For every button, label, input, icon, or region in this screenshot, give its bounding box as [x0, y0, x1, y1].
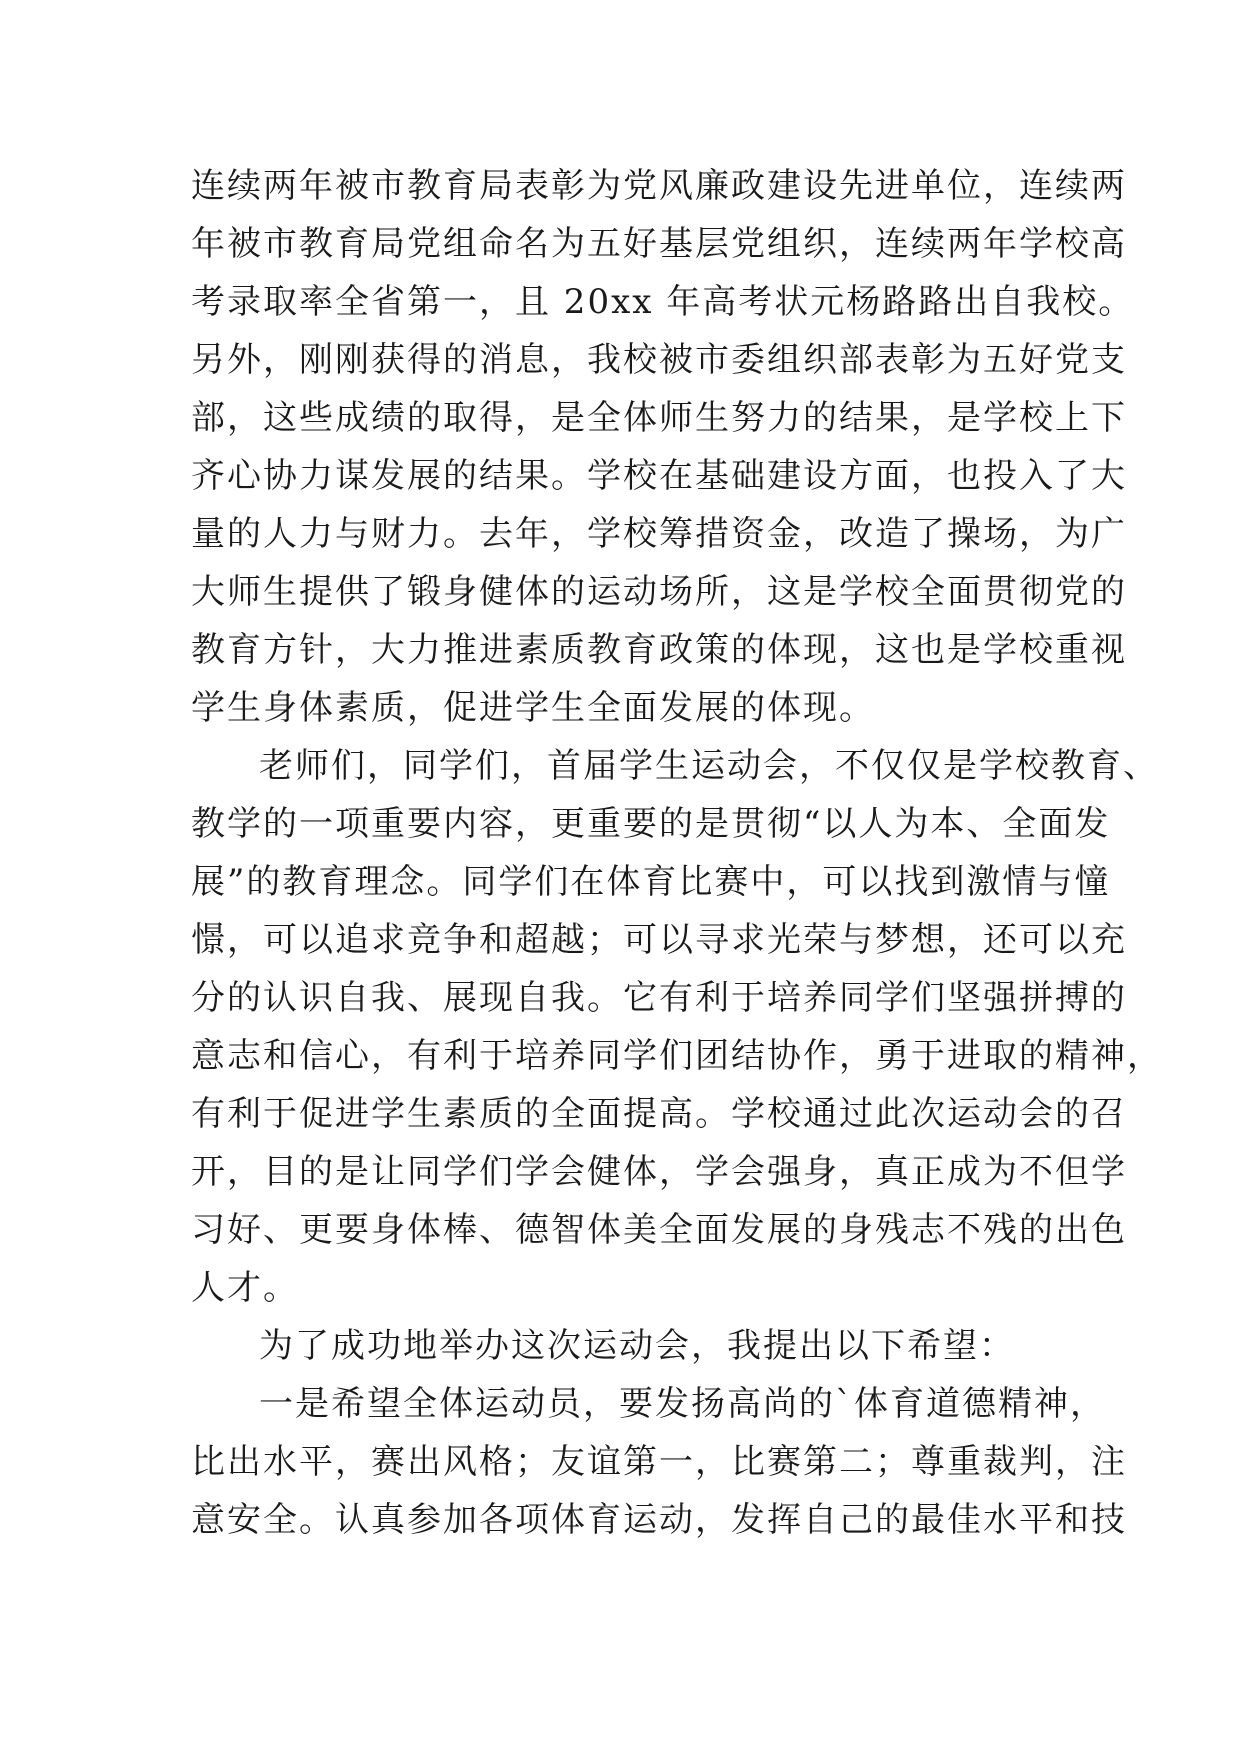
text-line: 有利于促进学生素质的全面提高。学校通过此次运动会的召 — [191, 1094, 1127, 1134]
text-line: 人才。 — [191, 1268, 299, 1308]
paragraph-start-line: 为了成功地举办这次运动会，我提出以下希望： — [259, 1326, 1015, 1366]
text-line: 意安全。认真参加各项体育运动，发挥自己的最佳水平和技 — [191, 1500, 1127, 1540]
text-line: 教育方针，大力推进素质教育政策的体现，这也是学校重视 — [191, 630, 1127, 670]
text-line: 教学的一项重要内容，更重要的是贯彻“以人为本、全面发 — [191, 804, 1111, 844]
text-line: 量的人力与财力。去年，学校筹措资金，改造了操场，为广 — [191, 514, 1127, 554]
text-line: 憬，可以追求竞争和超越；可以寻求光荣与梦想，还可以充 — [191, 920, 1127, 960]
text-line: 连续两年被市教育局表彰为党风廉政建设先进单位，连续两 — [191, 166, 1127, 206]
text-line: 比出水平，赛出风格；友谊第一，比赛第二；尊重裁判，注 — [191, 1442, 1127, 1482]
text-line: 另外，刚刚获得的消息，我校被市委组织部表彰为五好党支 — [191, 340, 1127, 380]
text-line: 部，这些成绩的取得，是全体师生努力的结果，是学校上下 — [191, 398, 1127, 438]
paragraph-start-line: 一是希望全体运动员，要发扬高尚的`体育道德精神， — [259, 1384, 1106, 1424]
text-line: 大师生提供了锻身健体的运动场所，这是学校全面贯彻党的 — [191, 572, 1127, 612]
text-line: 意志和信心，有利于培养同学们团结协作，勇于进取的精神， — [191, 1036, 1163, 1076]
text-line: 分的认识自我、展现自我。它有利于培养同学们坚强拼搏的 — [191, 978, 1127, 1018]
text-line: 年被市教育局党组命名为五好基层党组织，连续两年学校高 — [191, 224, 1127, 264]
document-body — [191, 157, 1163, 1549]
text-line: 考录取率全省第一，且 20xx 年高考状元杨路路出自我校。 — [191, 282, 1135, 322]
paragraph-start-line: 老师们，同学们，首届学生运动会，不仅仅是学校教育、 — [259, 746, 1159, 786]
text-line: 开，目的是让同学们学会健体，学会强身，真正成为不但学 — [191, 1152, 1127, 1192]
text-line: 齐心协力谋发展的结果。学校在基础建设方面，也投入了大 — [191, 456, 1127, 496]
text-line: 展”的教育理念。同学们在体育比赛中，可以找到激情与憧 — [191, 862, 1111, 902]
text-line: 习好、更要身体棒、德智体美全面发展的身残志不残的出色 — [191, 1210, 1127, 1250]
text-line: 学生身体素质，促进学生全面发展的体现。 — [191, 688, 875, 728]
